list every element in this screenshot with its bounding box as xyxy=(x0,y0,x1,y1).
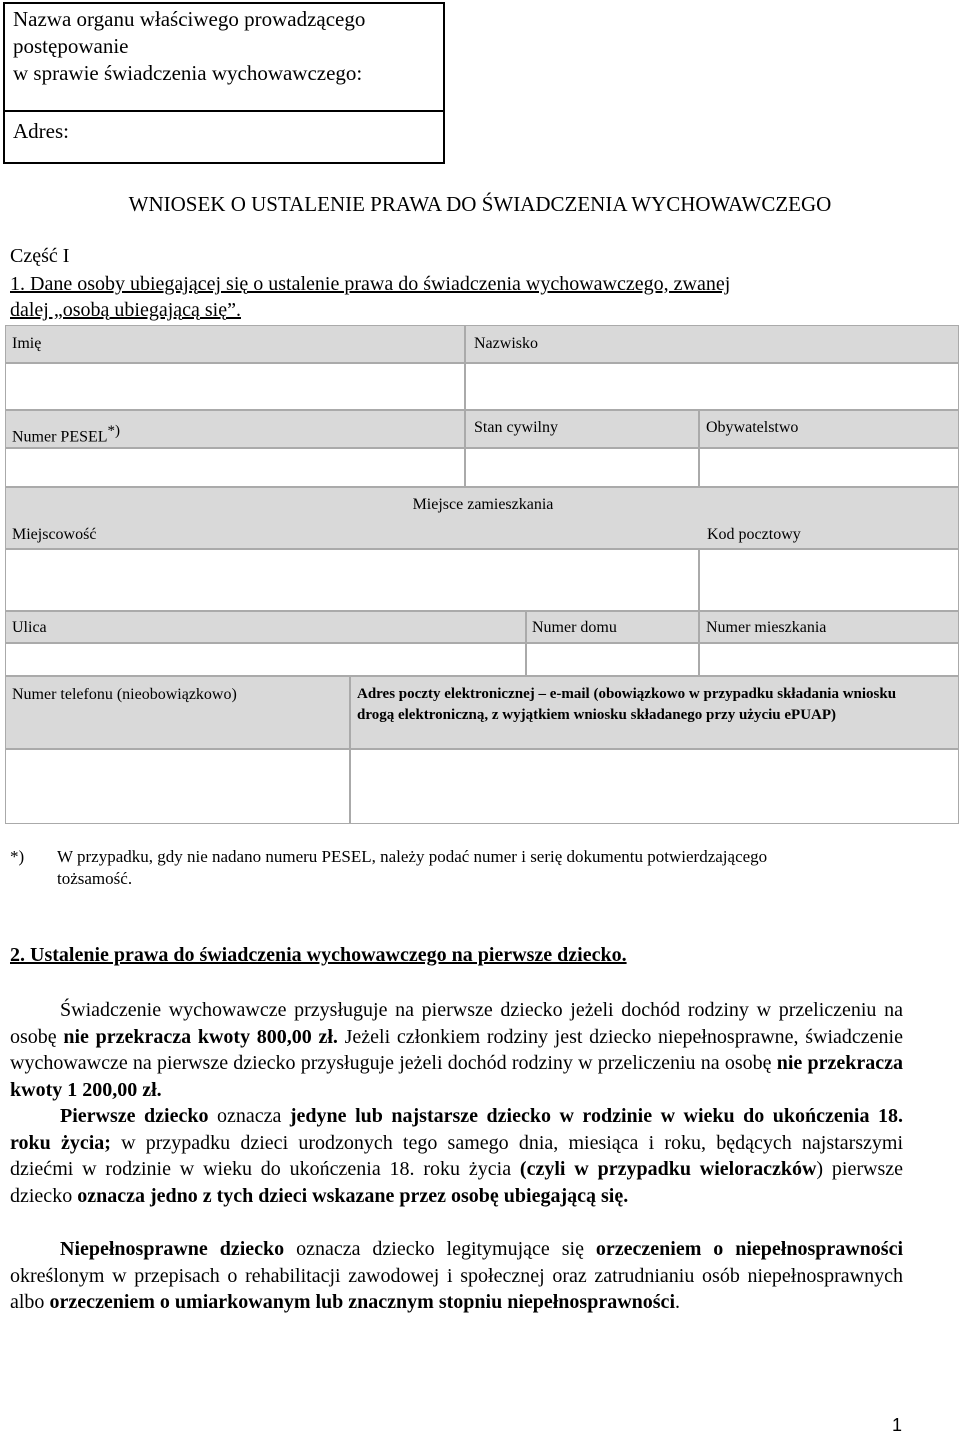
marital-status-field[interactable] xyxy=(465,448,699,487)
marital-status-header xyxy=(465,410,699,448)
street-field[interactable] xyxy=(5,643,526,676)
phone-field[interactable] xyxy=(5,749,350,824)
apartment-number-field[interactable] xyxy=(699,643,959,676)
section-1-title xyxy=(10,271,910,323)
footnote-line: tożsamość. xyxy=(57,869,133,888)
citizenship-header xyxy=(699,410,959,448)
first-name-header xyxy=(5,325,465,363)
authority-line: postępowanie xyxy=(13,34,129,58)
authority-line: Nazwa organu właściwego prowadzącego xyxy=(13,7,366,31)
section-2-title: 2. Ustalenie prawa do świadczenia wychowawczego na pierwsze dziecko. xyxy=(10,944,627,966)
footnote-text xyxy=(57,846,902,890)
pesel-field[interactable] xyxy=(5,448,465,487)
postal-code-field[interactable] xyxy=(699,549,959,611)
form-title: WNIOSEK O USTALENIE PRAWA DO ŚWIADCZENIA WYCHOWAWCZEGO xyxy=(128,192,832,216)
first-name-label: Imię xyxy=(12,335,42,352)
citizenship-field[interactable] xyxy=(699,448,959,487)
section-1-line: dalej „osobą ubiegającą się”. xyxy=(10,299,241,321)
paragraph-first-child-definition: Pierwsze dziecko oznacza jedyne lub najstarsze dziecko w rodzinie w wieku do ukończenia 18. roku życia; w przypadku dzieci urodzonych tego samego dnia, miesiąca i roku, będących najstarszymi dziećmi w rodzinie w wieku do ukończenia 18. roku życia (czyli w przypadku wieloraczków) pierwsze dziecko oznacza jedno z tych dzieci wskazane przez osobę ubiegającą się. xyxy=(10,1105,904,1207)
address-label: Adres: xyxy=(13,119,69,143)
email-label: Adres poczty elektronicznej – e-mail (obowiązkowo w przypadku składania wniosku drogą elektroniczną, z wyjątkiem wniosku składanego przy użyciu ePUAP) xyxy=(357,686,897,723)
apartment-number-label: Numer mieszkania xyxy=(706,619,827,636)
postal-code-label: Kod pocztowy xyxy=(707,526,801,543)
house-number-field[interactable] xyxy=(526,643,699,676)
street-label: Ulica xyxy=(12,619,47,636)
citizenship-label: Obywatelstwo xyxy=(706,419,799,436)
email-header xyxy=(350,676,959,749)
last-name-header xyxy=(465,325,959,363)
residence-label: Miejsce zamieszkania xyxy=(412,496,554,513)
street-header xyxy=(5,611,526,643)
footnote-mark: *) xyxy=(10,847,25,866)
apartment-number-header xyxy=(699,611,959,643)
last-name-field[interactable] xyxy=(465,363,959,410)
locality-field[interactable] xyxy=(5,549,699,611)
authority-divider xyxy=(5,110,443,112)
first-name-field[interactable] xyxy=(5,363,465,410)
house-number-header xyxy=(526,611,699,643)
part-label: Część I xyxy=(10,245,70,267)
pesel-header xyxy=(5,410,465,448)
last-name-label: Nazwisko xyxy=(474,335,538,352)
authority-box xyxy=(3,2,445,164)
pesel-label: Numer PESEL*) xyxy=(12,423,121,446)
locality-label: Miejscowość xyxy=(12,526,97,543)
phone-label: Numer telefonu (nieobowiązkowo) xyxy=(12,686,237,703)
paragraph-income-threshold: Świadczenie wychowawcze przysługuje na pierwsze dziecko jeżeli dochód rodziny w przeliczeniu na osobę nie przekracza kwoty 800,00 zł. Jeżeli członkiem rodziny jest dziecko niepełnosprawne, świadczenie wychowawcze na pierwsze dziecko przysługuje jeżeli dochód rodziny w przeliczeniu na osobę nie przekracza kwoty 1 200,00 zł. xyxy=(10,999,903,1101)
marital-status-label: Stan cywilny xyxy=(474,419,558,436)
paragraph-disabled-child-definition: Niepełnosprawne dziecko oznacza dziecko legitymujące się orzeczeniem o niepełnosprawności określonym w przepisach o rehabilitacji zawodowej i społecznej oraz zatrudnianiu osób niepełnosprawnych albo orzeczeniem o umiarkowanym lub znacznym stopniu niepełnosprawności. xyxy=(10,1238,904,1314)
email-field[interactable] xyxy=(350,749,959,824)
authority-line: w sprawie świadczenia wychowawczego: xyxy=(13,61,363,85)
residence-header xyxy=(5,487,959,549)
house-number-label: Numer domu xyxy=(532,619,617,636)
footnote-line: W przypadku, gdy nie nadano numeru PESEL, należy podać numer i serię dokumentu potwierdzającego xyxy=(57,847,768,866)
section-1-line: 1. Dane osoby ubiegającej się o ustalenie prawa do świadczenia wychowawczego, zwanej xyxy=(10,273,731,295)
page-number: 1 xyxy=(891,1415,902,1435)
phone-header xyxy=(5,676,350,749)
